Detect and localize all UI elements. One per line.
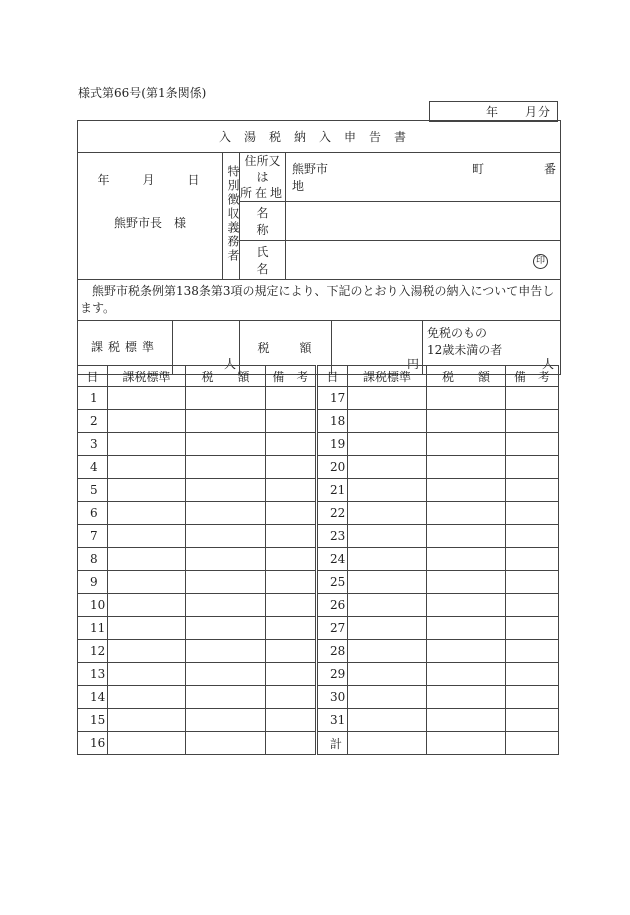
remarks-cell[interactable] xyxy=(266,594,317,617)
tax-amount-cell[interactable] xyxy=(186,686,266,709)
tax-base-cell[interactable] xyxy=(348,571,427,594)
table-row xyxy=(78,663,559,686)
remarks-cell[interactable] xyxy=(506,709,559,732)
tax-amount-cell[interactable] xyxy=(186,433,266,456)
table-row xyxy=(78,640,559,663)
tax-amount-cell[interactable] xyxy=(186,548,266,571)
tax-amount-label: 税 額 xyxy=(240,321,332,375)
remarks-cell[interactable] xyxy=(266,732,317,755)
remarks-cell[interactable] xyxy=(266,456,317,479)
tax-base-cell[interactable] xyxy=(348,663,427,686)
tax-base-cell[interactable] xyxy=(348,433,427,456)
day-number: 22 xyxy=(317,502,348,525)
tax-amount-cell[interactable] xyxy=(186,571,266,594)
remarks-cell[interactable] xyxy=(266,387,317,410)
seal-mark: 印 xyxy=(533,254,548,269)
tax-amount-cell[interactable] xyxy=(427,525,506,548)
day-number: 30 xyxy=(317,686,348,709)
day-number: 12 xyxy=(78,640,108,663)
day-number: 6 xyxy=(78,502,108,525)
exempt-label-1: 免税のもの xyxy=(427,326,488,340)
tax-base-cell[interactable] xyxy=(348,640,427,663)
day-number: 3 xyxy=(78,433,108,456)
col-tax-base: 課税標準 xyxy=(108,366,186,387)
tax-amount-cell[interactable] xyxy=(427,410,506,433)
day-number: 16 xyxy=(78,732,108,755)
day-number: 23 xyxy=(317,525,348,548)
form-number-label: 様式第66号(第1条関係) xyxy=(78,86,207,100)
remarks-cell[interactable] xyxy=(266,410,317,433)
day-number: 31 xyxy=(317,709,348,732)
tax-base-cell[interactable] xyxy=(108,502,186,525)
tax-base-label: 課税標準 xyxy=(78,321,173,374)
table-row xyxy=(78,709,559,732)
day-number: 26 xyxy=(317,594,348,617)
remarks-cell[interactable] xyxy=(506,594,559,617)
tax-amount-cell[interactable] xyxy=(186,410,266,433)
day-number: 17 xyxy=(317,387,348,410)
table-row xyxy=(78,548,559,571)
tax-amount-cell[interactable] xyxy=(186,640,266,663)
table-row xyxy=(78,387,559,410)
exempt-unit: 人 xyxy=(542,357,555,371)
table-row xyxy=(78,410,559,433)
tax-amount-cell[interactable] xyxy=(427,548,506,571)
col-remarks: 備 考 xyxy=(266,366,317,387)
col-tax-amount-right: 税 額 xyxy=(427,366,506,387)
table-row xyxy=(78,686,559,709)
col-tax-base-right: 課税標準 xyxy=(348,366,427,387)
remarks-cell[interactable] xyxy=(506,732,559,755)
remarks-cell[interactable] xyxy=(506,617,559,640)
tax-base-cell[interactable] xyxy=(108,686,186,709)
tax-amount-cell[interactable] xyxy=(427,617,506,640)
address-field[interactable]: 熊野市 町 番地 xyxy=(286,153,561,202)
remarks-cell[interactable] xyxy=(266,525,317,548)
name-label: 名 称 xyxy=(240,202,286,241)
day-number: 15 xyxy=(78,709,108,732)
col-remarks-right: 備 考 xyxy=(506,366,559,387)
declaration-statement: 熊野市税条例第138条第3項の規定により、下記のとおり入湯税の納入について申告します。 xyxy=(78,280,561,321)
tax-amount-cell[interactable] xyxy=(427,594,506,617)
tax-base-cell[interactable] xyxy=(108,479,186,502)
day-number: 9 xyxy=(78,571,108,594)
tax-amount-cell[interactable] xyxy=(186,617,266,640)
year-month-field[interactable]: 年 月分 xyxy=(430,102,558,122)
remarks-cell[interactable] xyxy=(506,479,559,502)
tax-amount-cell[interactable] xyxy=(186,732,266,755)
day-number: 29 xyxy=(317,663,348,686)
col-day-right: 日 xyxy=(317,366,348,387)
tax-amount-cell[interactable] xyxy=(427,571,506,594)
persons-unit: 人 xyxy=(223,357,236,371)
table-row xyxy=(78,456,559,479)
day-number: 11 xyxy=(78,617,108,640)
day-number: 28 xyxy=(317,640,348,663)
remarks-cell[interactable] xyxy=(506,387,559,410)
day-number: 13 xyxy=(78,663,108,686)
remarks-cell[interactable] xyxy=(266,709,317,732)
day-number: 8 xyxy=(78,548,108,571)
remarks-cell[interactable] xyxy=(266,571,317,594)
remarks-cell[interactable] xyxy=(266,502,317,525)
remarks-cell[interactable] xyxy=(506,571,559,594)
day-number: 27 xyxy=(317,617,348,640)
tax-base-cell[interactable] xyxy=(108,709,186,732)
day-number: 4 xyxy=(78,456,108,479)
tax-amount-cell[interactable] xyxy=(186,663,266,686)
tax-base-cell[interactable] xyxy=(348,594,427,617)
remarks-cell[interactable] xyxy=(266,617,317,640)
day-number: 10 xyxy=(78,594,108,617)
remarks-cell[interactable] xyxy=(266,686,317,709)
form-title: 入湯税納入申告書 xyxy=(78,121,561,153)
tax-amount-cell[interactable] xyxy=(427,456,506,479)
date-line[interactable]: 年 月 日 xyxy=(97,173,203,187)
col-day: 日 xyxy=(78,366,108,387)
tax-base-cell[interactable] xyxy=(348,387,427,410)
tax-base-cell[interactable] xyxy=(348,456,427,479)
tax-base-cell[interactable] xyxy=(348,732,427,755)
tax-base-cell[interactable] xyxy=(108,617,186,640)
table-row xyxy=(78,617,559,640)
remarks-cell[interactable] xyxy=(266,433,317,456)
daily-table xyxy=(77,365,559,755)
remarks-cell[interactable] xyxy=(506,686,559,709)
day-number: 18 xyxy=(317,410,348,433)
tax-amount-cell[interactable] xyxy=(427,686,506,709)
table-row xyxy=(78,525,559,548)
tax-base-cell[interactable] xyxy=(108,571,186,594)
tax-amount-cell[interactable] xyxy=(186,502,266,525)
tax-base-cell[interactable] xyxy=(108,732,186,755)
table-row xyxy=(78,433,559,456)
yen-unit: 円 xyxy=(406,357,419,371)
tax-amount-cell[interactable] xyxy=(427,387,506,410)
remarks-cell[interactable] xyxy=(506,525,559,548)
date-addressee-cell xyxy=(78,153,223,280)
tax-amount-cell[interactable] xyxy=(186,709,266,732)
tax-amount-cell[interactable] xyxy=(427,502,506,525)
day-number: 21 xyxy=(317,479,348,502)
tax-base-cell[interactable] xyxy=(348,410,427,433)
remarks-cell[interactable] xyxy=(266,663,317,686)
remarks-cell[interactable] xyxy=(266,640,317,663)
remarks-cell[interactable] xyxy=(506,456,559,479)
table-row xyxy=(78,594,559,617)
day-number: 2 xyxy=(78,410,108,433)
tax-base-cell[interactable] xyxy=(348,502,427,525)
person-name-label: 氏 名 xyxy=(240,241,286,280)
tax-base-cell[interactable] xyxy=(108,640,186,663)
tax-amount-cell[interactable] xyxy=(186,387,266,410)
col-tax-amount: 税 額 xyxy=(186,366,266,387)
tax-amount-cell[interactable] xyxy=(186,525,266,548)
tax-base-cell[interactable] xyxy=(108,594,186,617)
remarks-cell[interactable] xyxy=(506,410,559,433)
tax-amount-cell[interactable] xyxy=(427,640,506,663)
tax-base-cell[interactable] xyxy=(348,686,427,709)
person-name-field[interactable] xyxy=(286,241,561,280)
tax-amount-cell[interactable] xyxy=(427,709,506,732)
day-number: 25 xyxy=(317,571,348,594)
address-label: 住所又は 所在地 xyxy=(240,154,286,200)
remarks-cell[interactable] xyxy=(266,479,317,502)
tax-amount-cell[interactable] xyxy=(186,479,266,502)
remarks-cell[interactable] xyxy=(266,548,317,571)
tax-base-cell[interactable] xyxy=(108,410,186,433)
day-number: 1 xyxy=(78,387,108,410)
remarks-cell[interactable] xyxy=(506,548,559,571)
day-number: 19 xyxy=(317,433,348,456)
day-number: 20 xyxy=(317,456,348,479)
company-name-field[interactable] xyxy=(286,202,561,241)
tax-base-cell[interactable] xyxy=(108,663,186,686)
table-row xyxy=(78,732,559,755)
special-collector-label: 特別徴収義務者 xyxy=(223,153,240,280)
tax-base-cell[interactable] xyxy=(348,525,427,548)
table-header-row xyxy=(78,366,559,387)
tax-base-cell[interactable] xyxy=(348,709,427,732)
remarks-cell[interactable] xyxy=(506,502,559,525)
day-number: 計 xyxy=(317,732,348,755)
tax-amount-cell[interactable] xyxy=(186,456,266,479)
tax-amount-cell[interactable] xyxy=(427,663,506,686)
tax-base-cell[interactable] xyxy=(108,548,186,571)
table-row xyxy=(78,571,559,594)
tax-base-cell[interactable] xyxy=(348,548,427,571)
addressee: 熊野市長 様 xyxy=(113,216,186,230)
remarks-cell[interactable] xyxy=(506,433,559,456)
table-row xyxy=(78,479,559,502)
table-row xyxy=(78,502,559,525)
exempt-label-2: 12歳未満の者 xyxy=(427,343,503,357)
tax-base-cell[interactable] xyxy=(108,456,186,479)
tax-base-cell[interactable] xyxy=(348,479,427,502)
year-month-box xyxy=(429,101,558,122)
tax-amount-cell[interactable] xyxy=(427,479,506,502)
day-number: 7 xyxy=(78,525,108,548)
tax-base-cell[interactable] xyxy=(348,617,427,640)
day-number: 24 xyxy=(317,548,348,571)
tax-base-cell[interactable] xyxy=(108,525,186,548)
tax-base-cell[interactable] xyxy=(108,387,186,410)
day-number: 14 xyxy=(78,686,108,709)
tax-amount-cell[interactable] xyxy=(427,732,506,755)
remarks-cell[interactable] xyxy=(506,663,559,686)
declaration-form xyxy=(77,120,561,375)
day-number: 5 xyxy=(78,479,108,502)
remarks-cell[interactable] xyxy=(506,640,559,663)
tax-base-cell[interactable] xyxy=(108,433,186,456)
tax-amount-cell[interactable] xyxy=(427,433,506,456)
tax-amount-cell[interactable] xyxy=(186,594,266,617)
